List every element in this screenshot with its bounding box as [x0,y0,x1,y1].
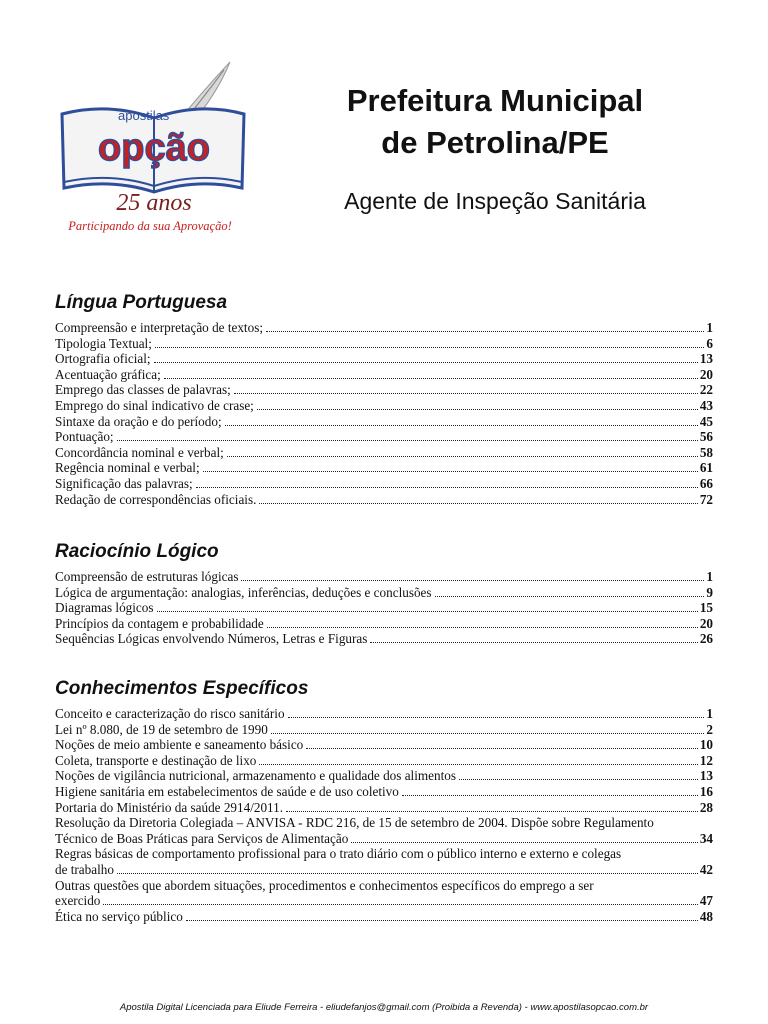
toc-entry-continued[interactable] [55,815,713,831]
toc-page: 61 [699,460,713,476]
apostilas-opcao-logo [48,56,262,236]
toc-entry[interactable] [55,320,713,336]
toc-page: 2 [706,721,713,737]
section-raciocinio-logico [55,541,713,647]
toc-label: Concordância nominal e verbal; [55,444,224,460]
toc-label: Significação das palavras; [55,475,193,491]
toc-entry[interactable] [55,382,713,398]
toc-page: 43 [699,397,713,413]
toc-label: Lei nº 8.080, de 19 de setembro de 1990 [55,721,268,737]
toc-page: 72 [699,491,713,507]
toc-leader [196,487,698,488]
toc-leader [402,795,698,796]
toc-page: 56 [699,429,713,445]
toc-label: Emprego do sinal indicativo de crase; [55,397,254,413]
toc-label: Regência nominal e verbal; [55,460,200,476]
toc-entry[interactable] [55,706,713,722]
toc-label: Compreensão de estruturas lógicas [55,569,239,584]
toc-page: 34 [699,830,713,846]
toc-entry[interactable] [55,585,713,601]
logo-anniversary: 25 anos [116,190,192,216]
section-lingua-portuguesa [55,292,713,507]
toc-entry[interactable] [55,831,713,847]
section-title: Conhecimentos Específicos [55,678,309,699]
toc-leader [234,393,698,394]
toc-leader [286,811,698,812]
toc-leader [435,596,705,597]
toc-label: Portaria do Ministério da saúde 2914/2011. [55,799,284,815]
toc-leader [370,642,697,643]
toc-entry[interactable] [55,414,713,430]
toc-label: Acentuação gráfica; [55,366,161,382]
toc-leader [459,779,698,780]
toc-label: Pontuação; [55,429,114,445]
page-title-line1: Prefeitura Municipal [346,83,644,118]
toc-page: 48 [699,908,713,924]
toc-entry[interactable] [55,631,713,647]
toc-leader [257,409,698,410]
toc-label-first-line: Resolução da Diretoria Colegiada – ANVISA - RDC 216, de 15 de setembro de 2004. Dispõe sobre Regulamento [55,815,654,831]
toc-leader [117,873,698,874]
toc-leader [157,611,698,612]
toc-entry[interactable] [55,753,713,769]
section-title: Raciocínio Lógico [55,541,219,562]
toc-leader [306,748,698,749]
toc-entry[interactable] [55,336,713,352]
page-title-line2: de Petrolina/PE [381,125,609,160]
toc-label: Coleta, transporte e destinação de lixo [55,752,257,768]
toc-label: Higiene sanitária em estabelecimentos de saúde e de uso coletivo [55,783,399,799]
toc-leader [351,842,698,843]
toc-entry[interactable] [55,737,713,753]
document-header [280,80,710,215]
toc-page: 1 [706,320,713,335]
toc-entry[interactable] [55,460,713,476]
logo-brand: opção [98,127,210,169]
toc-page: 26 [699,631,713,647]
toc-label: Ética no serviço público [55,908,183,924]
toc-entry[interactable] [55,722,713,738]
toc-label: Princípios da contagem e probabilidade [55,615,264,631]
toc-page: 9 [706,584,713,600]
toc-entry[interactable] [55,492,713,508]
toc-label: exercido [55,893,101,909]
toc-page: 6 [706,335,713,351]
toc-label: Técnico de Boas Práticas para Serviços de Alimentação [55,830,349,846]
toc-page: 45 [699,413,713,429]
toc-entry[interactable] [55,367,713,383]
toc-entry[interactable] [55,909,713,925]
toc-leader [266,331,704,332]
logo-tagline: Participando da sua Aprovação! [68,219,232,233]
toc-label: Ortografia oficial; [55,351,151,367]
toc-entry-continued[interactable] [55,878,713,894]
toc-page: 15 [699,600,713,616]
toc-label: Lógica de argumentação: analogias, inferências, deduções e conclusões [55,584,432,600]
toc-label-first-line: Outras questões que abordem situações, procedimentos e conhecimentos específicos do emprego a ser [55,877,594,893]
logo-graphic [48,56,262,236]
toc-leader [271,733,705,734]
toc-leader [227,456,698,457]
toc-page: 66 [699,475,713,491]
toc-page: 1 [706,569,713,584]
toc-page: 22 [699,382,713,398]
toc-page: 1 [706,706,713,721]
toc-label: Noções de vigilância nutricional, armazenamento e qualidade dos alimentos [55,768,456,784]
page-subtitle: Agente de Inspeção Sanitária [344,188,646,214]
toc-leader [288,717,705,718]
toc-leader [259,764,697,765]
license-footer: Apostila Digital Licenciada para Eliude Ferreira - eliudefanjos@gmail.com (Proibida a Revenda) - www.apostilasopcao.com.br [119,1002,649,1013]
toc-page: 58 [699,444,713,460]
toc-entry[interactable] [55,476,713,492]
toc-page: 16 [699,783,713,799]
toc-label: Diagramas lógicos [55,600,154,616]
toc-label: Sequências Lógicas envolvendo Números, Letras e Figuras [55,631,368,647]
toc-label: Conceito e caracterização do risco sanitário [55,706,285,721]
toc-entry[interactable] [55,784,713,800]
toc-entry[interactable] [55,351,713,367]
toc-label: Tipologia Textual; [55,335,152,351]
toc-entry[interactable] [55,569,713,585]
toc-page: 47 [699,893,713,909]
toc-label: Compreensão e interpretação de textos; [55,320,263,335]
toc-label: Noções de meio ambiente e saneamento básico [55,737,304,753]
toc-page: 20 [699,366,713,382]
toc-entry[interactable] [55,616,713,632]
toc-leader [154,362,698,363]
toc-entry[interactable] [55,862,713,878]
toc-leader [267,627,698,628]
toc-leader [203,471,698,472]
toc-leader [225,425,698,426]
toc-label-first-line: Regras básicas de comportamento profissional para o trato diário com o público interno e externo e colegas [55,846,622,862]
toc-entry[interactable] [55,429,713,445]
toc-label: Sintaxe da oração e do período; [55,413,222,429]
toc-leader [259,503,697,504]
toc-entry-continued[interactable] [55,846,713,862]
toc-leader [164,378,698,379]
toc-page: 42 [699,861,713,877]
toc-leader [117,440,698,441]
toc-leader [186,920,698,921]
section-title: Língua Portuguesa [55,292,228,313]
toc-page: 28 [699,799,713,815]
toc-entry[interactable] [55,768,713,784]
toc-entry[interactable] [55,600,713,616]
toc-label: Redação de correspondências oficiais. [55,491,257,507]
toc-page: 10 [699,737,713,753]
toc-entry[interactable] [55,398,713,414]
toc-entry[interactable] [55,800,713,816]
toc-leader [241,580,704,581]
toc-leader [103,904,697,905]
toc-page: 12 [699,752,713,768]
section-conhecimentos-especificos [55,678,713,924]
toc-label: de trabalho [55,861,114,877]
toc-label: Emprego das classes de palavras; [55,382,231,398]
toc-page: 13 [699,351,713,367]
logo-top-text: apostilas [118,108,170,123]
toc-page: 20 [699,615,713,631]
toc-entry[interactable] [55,445,713,461]
toc-leader [155,347,705,348]
toc-page: 13 [699,768,713,784]
toc-entry[interactable] [55,893,713,909]
